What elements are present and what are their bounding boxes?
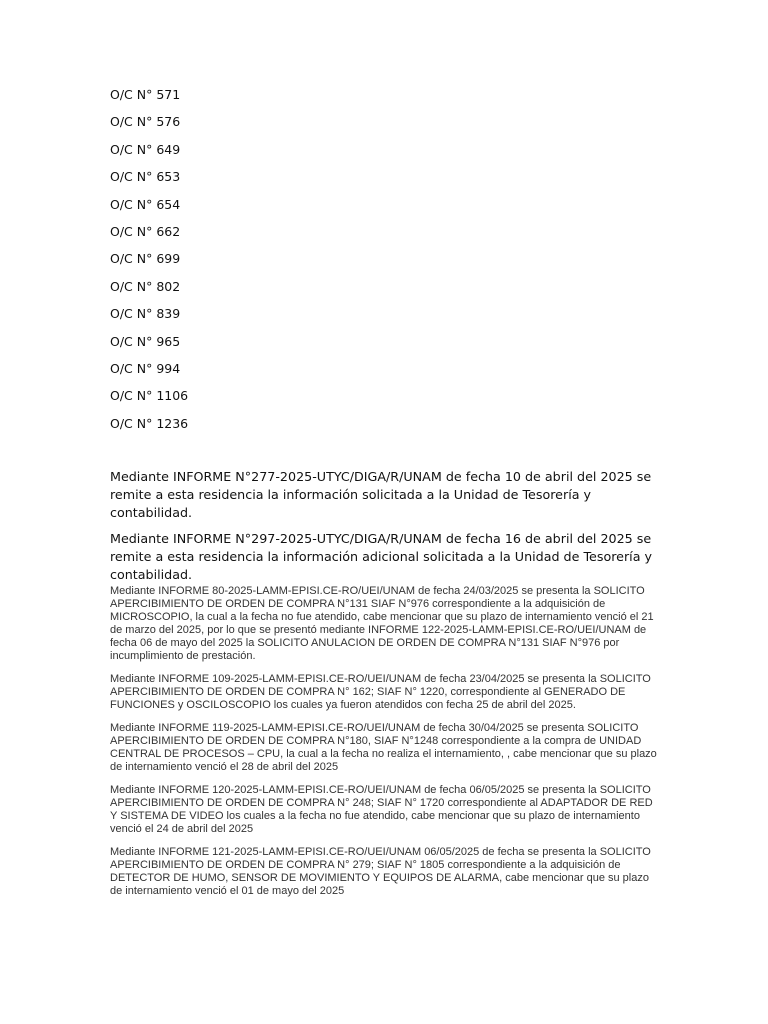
lamm-report-paragraph: Mediante INFORME 121-2025-LAMM-EPISI.CE-RO/UEI/UNAM 06/05/2025 de fecha se presenta la SOLICITO APERCIBIMIENTO DE ORDEN DE COMPRA N° 279; SIAF N° 1805 correspondiente a la adquisición de DETECTOR DE HUMO, SENSOR DE MOVIMIENTO Y EQUIPOS DE ALARMA, cabe mencionar que su plazo de internamiento venció el 01 de mayo del 2025 [110,846,651,897]
purchase-order-item: O/C N° 662 [110,223,181,239]
purchase-order-item: O/C N° 649 [110,141,181,157]
purchase-order-item: O/C N° 571 [110,87,181,102]
purchase-order-item: O/C N° 994 [110,360,181,376]
purchase-order-item: O/C N° 576 [110,114,181,130]
purchase-order-item: O/C N° 1236 [110,415,189,431]
purchase-order-item: O/C N° 802 [110,278,181,294]
treasury-report-paragraph: Mediante INFORME N°277-2025-UTYC/DIGA/R/UNAM de fecha 10 de abril del 2025 se remite a esta residencia la información solicitada a la Unidad de Tesorería y contabilidad. [110,469,652,520]
lamm-report-paragraph: Mediante INFORME 119-2025-LAMM-EPISI.CE-RO/UEI/UNAM de fecha 30/04/2025 se presenta SOLICITO APERCIBIMIENTO DE ORDEN DE COMPRA N°180, SIAF N°1248 correspondiente a la compra de UNIDAD CENTRAL DE PROCESOS – CPU, la cual a la fecha no realiza el internamiento, , cabe mencionar que su plazo de internamiento venció el 28 de abril del 2025 [110,722,657,773]
purchase-order-item: O/C N° 653 [110,169,181,185]
lamm-report-paragraph: Mediante INFORME 120-2025-LAMM-EPISI.CE-RO/UEI/UNAM de fecha 06/05/2025 se presenta la SOLICITO APERCIBIMIENTO DE ORDEN DE COMPRA N° 248; SIAF N° 1720 correspondiente al ADAPTADOR DE RED Y SISTEMA DE VIDEO los cuales a la fecha no fue atendido, cabe mencionar que su plazo de internamiento venció el 24 de abril del 2025 [110,784,653,835]
purchase-order-list [110,86,188,442]
lamm-report-paragraph: Mediante INFORME 109-2025-LAMM-EPISI.CE-RO/UEI/UNAM de fecha 23/04/2025 se presenta la SOLICITO APERCIBIMIENTO DE ORDEN DE COMPRA N° 162; SIAF N° 1220, correspondiente al GENERADO DE FUNCIONES y OSCILOSCOPIO los cuales ya fueron atendidos con fecha 25 de abril del 2025. [110,673,651,711]
purchase-order-item: O/C N° 654 [110,196,181,212]
lamm-report-paragraph: Mediante INFORME 80-2025-LAMM-EPISI.CE-RO/UEI/UNAM de fecha 24/03/2025 se presenta la SOLICITO APERCIBIMIENTO DE ORDEN DE COMPRA N°131 SIAF N°976 correspondiente a la adquisición de MICROSCOPIO, la cual a la fecha no fue atendido, cabe mencionar que su plazo de internamiento venció el 21 de marzo del 2025, por lo que se presentó mediante INFORME 122-2025-LAMM-EPISI.CE-RO/UEI/UNAM de fecha 06 de mayo del 2025 la SOLICITO ANULACION DE ORDEN DE COMPRA N°131 SIAF N°976 por incumplimiento de prestación. [110,585,654,662]
lamm-reports-section [110,585,662,908]
treasury-report-paragraph: Mediante INFORME N°297-2025-UTYC/DIGA/R/UNAM de fecha 16 de abril del 2025 se remite a esta residencia la información adicional solicitada a la Unidad de Tesorería y contabilidad. [110,531,653,582]
purchase-order-item: O/C N° 699 [110,251,181,267]
purchase-order-item: O/C N° 839 [110,306,181,322]
purchase-order-item: O/C N° 1106 [110,388,189,404]
purchase-order-item: O/C N° 965 [110,333,181,349]
treasury-reports-section [110,468,670,592]
